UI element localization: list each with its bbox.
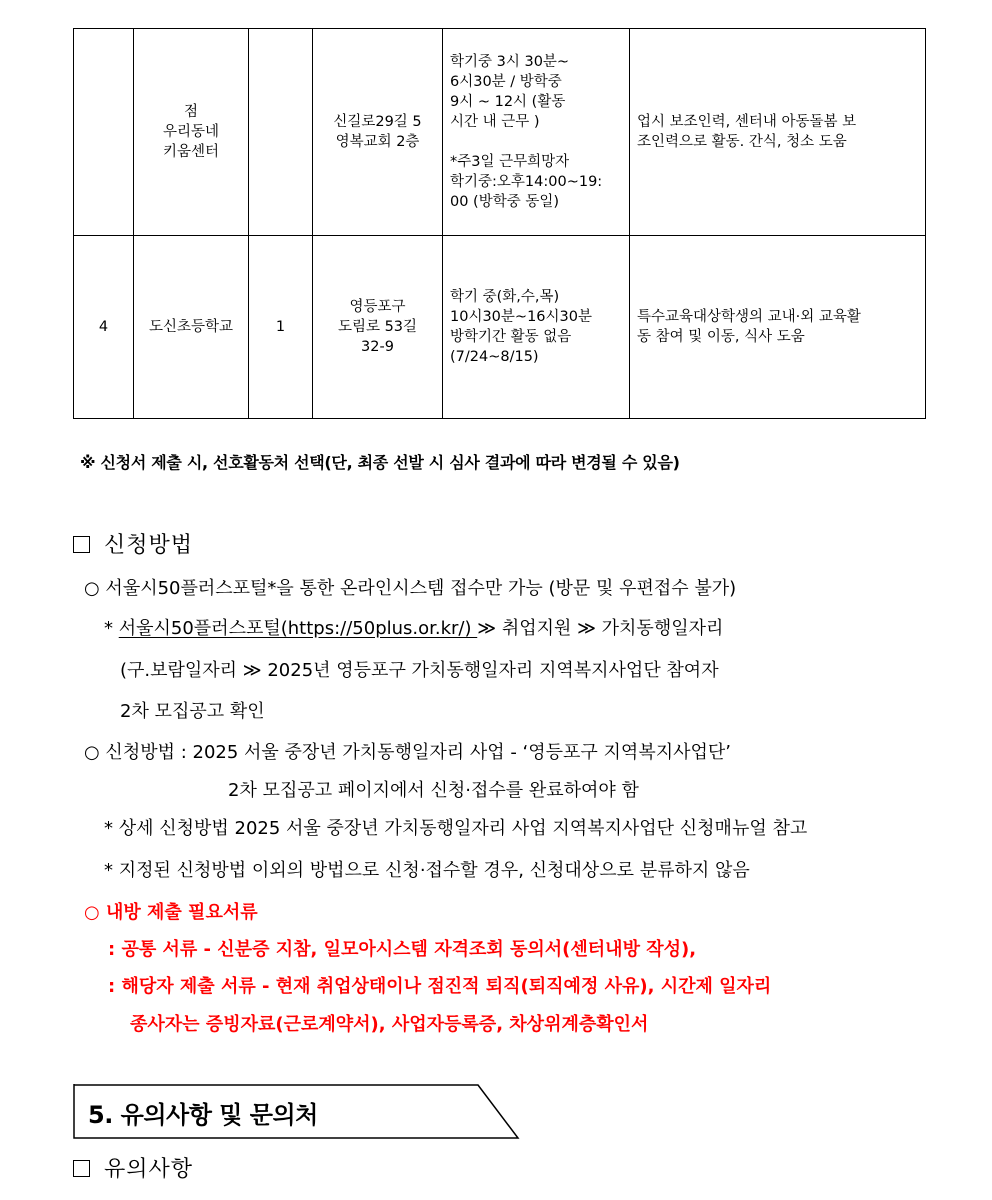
required-docs-applicable: : 해당자 제출 서류 - 현재 취업상태이나 점진적 퇴직(퇴직예정 사유), 시간제 일자리 [108,976,772,997]
section-5-heading [73,1084,523,1140]
cell-duties: 특수교육대상학생의 교내·외 교육활 동 참여 및 이동, 식사 도움 [630,236,926,419]
caution-title: 유의사항 [73,1152,193,1183]
checkbox-square-icon [73,536,90,553]
apply-line-manual: * 상세 신청방법 2025 서울 중장년 가치동행일자리 사업 지역복지사업단 신청매뉴얼 참고 [104,818,808,839]
cell-duties: 업시 보조인력, 센터내 아동돌봄 보 조인력으로 활동. 간식, 청소 도움 [630,29,926,236]
apply-line-notice-cont: 2차 모집공고 확인 [120,701,265,722]
cell-count [249,29,313,236]
cell-address: 신길로29길 5 영복교회 2층 [313,29,443,236]
apply-line-online: ○ 서울시50플러스포털*을 통한 온라인시스템 접수만 가능 (방문 및 우편접수 불가) [84,578,737,599]
cell-institution: 도신초등학교 [134,236,249,419]
apply-line-portal: * 서울시50플러스포털(https://50plus.or.kr/) ≫ 취업지원 ≫ 가치동행일자리 [104,618,724,639]
apply-line-method-cont: 2차 모집공고 페이지에서 신청·접수를 완료하여야 함 [228,780,639,801]
apply-line-warning: * 지정된 신청방법 이외의 방법으로 신청·접수할 경우, 신청대상으로 분류하지 않음 [104,860,750,881]
required-docs-title: ○ 내방 제출 필요서류 [84,902,258,923]
apply-method-title: 신청방법 [73,528,193,559]
apply-line-notice: (구.보람일자리 ≫ 2025년 영등포구 가치동행일자리 지역복지사업단 참여자 [120,660,719,681]
cell-no: 4 [74,236,134,419]
portal-link[interactable]: 서울시50플러스포털(https://50plus.or.kr/) [118,618,478,639]
cell-count: 1 [249,236,313,419]
cell-address: 영등포구 도림로 53길 32-9 [313,236,443,419]
jobs-table [73,28,926,419]
required-docs-common: : 공통 서류 - 신분증 지참, 일모아시스템 자격조회 동의서(센터내방 작성), [108,939,697,960]
apply-line-method: ○ 신청방법 : 2025 서울 중장년 가치동행일자리 사업 - ‘영등포구 지역복지사업단’ [84,742,731,763]
table-row [74,236,926,419]
cell-hours: 학기 중(화,수,목) 10시30분~16시30분 방학기간 활동 없음 (7/24~8/15) [443,236,630,419]
cell-hours: 학기중 3시 30분~ 6시30분 / 방학중 9시 ~ 12시 (활동 시간 내 근무 ) *주3일 근무희망자 학기중:오후14:00~19: 00 (방학중 동일) [443,29,630,236]
cell-institution: 점 우리동네 키움센터 [134,29,249,236]
table-row [74,29,926,236]
section-5-title: 5. 유의사항 및 문의처 [88,1101,318,1129]
cell-no [74,29,134,236]
required-docs-applicable-cont: 종사자는 증빙자료(근로계약서), 사업자등록증, 차상위계층확인서 [130,1014,649,1035]
checkbox-square-icon [73,1160,90,1177]
selection-note: ※ 신청서 제출 시, 선호활동처 선택(단, 최종 선발 시 심사 결과에 따라 변경될 수 있음) [80,453,680,472]
